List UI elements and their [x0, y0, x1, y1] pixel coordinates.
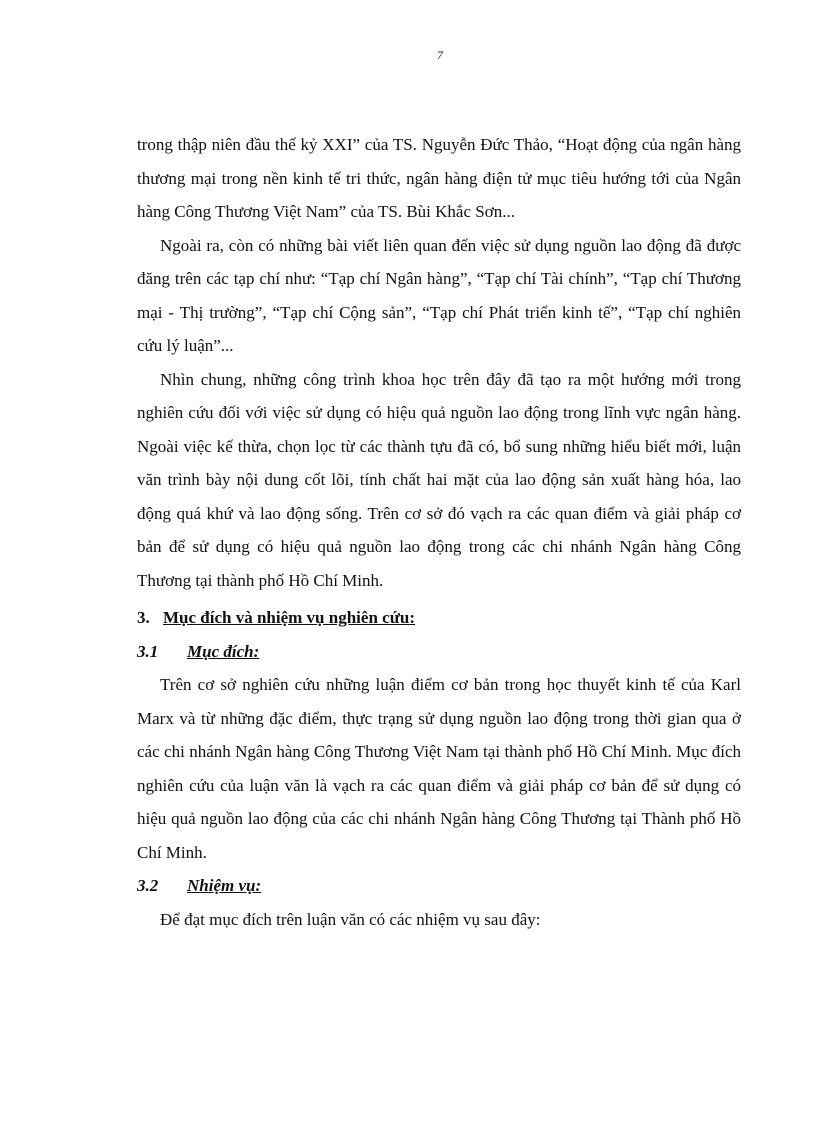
subsection-title: Mục đích:: [187, 641, 260, 661]
paragraph-tasks-intro: Để đạt mục đích trên luận văn có các nhiệm vụ sau đây:: [160, 909, 541, 929]
page-number: 7: [437, 48, 443, 62]
paragraph-continuation: trong thập niên đầu thế kỷ XXI” của TS. Nguyễn Đức Thảo, “Hoạt động của ngân hàng thương mại trong nền kinh tế tri thức, ngân hàng điện tử mục tiêu hướng tới của Ngân hàng Công Thương Việt Nam” của TS. Bùi Khắc Sơn...: [137, 135, 741, 221]
subsection-title: Nhiệm vụ:: [187, 876, 262, 895]
paragraph-summary: Nhìn chung, những công trình khoa học trên đây đã tạo ra một hướng mới trong nghiên cứu đối với việc sử dụng có hiệu quả nguồn lao động trong lĩnh vực ngân hàng. Ngoài việc kế thừa, chọn lọc từ các thành tựu đã có, bổ sung những hiểu biết mới, luận văn trình bày nội dung cốt lõi, tính chất hai mặt của lao động sản xuất hàng hóa, lao động quá khứ và lao động sống. Trên cơ sở đó vạch ra các quan điểm và giải pháp cơ bản để sử dụng có hiệu quả nguồn lao động trong các chi nhánh Ngân hàng Công Thương tại thành phố Hồ Chí Minh.: [137, 369, 741, 590]
paragraph-journals: Ngoài ra, còn có những bài viết liên quan đến việc sử dụng nguồn lao động đã được đăng trên các tạp chí như: “Tạp chí Ngân hàng”, “Tạp chí Tài chính”, “Tạp chí Thương mại - Thị trường”, “Tạp chí Cộng sản”, “Tạp chí Phát triển kinh tế”, “Tạp chí nghiên cứu lý luận”...: [137, 235, 741, 355]
subsection-heading-3-2: [137, 869, 741, 903]
section-heading-3: [137, 601, 741, 635]
subsection-number: 3.2: [137, 876, 159, 895]
document-body: [137, 128, 741, 936]
paragraph-purpose: Trên cơ sở nghiên cứu những luận điểm cơ bản trong học thuyết kinh tế của Karl Marx và từ những đặc điểm, thực trạng sử dụng nguồn lao động trong thời gian qua ở các chi nhánh Ngân hàng Công Thương Việt Nam tại thành phố Hồ Chí Minh. Mục đích nghiên cứu của luận văn là vạch ra các quan điểm và giải pháp cơ bản để sử dụng có hiệu quả nguồn lao động của các chi nhánh Ngân hàng Công Thương tại Thành phố Hồ Chí Minh.: [137, 675, 741, 862]
section-number: 3.: [137, 608, 150, 627]
subsection-heading-3-1: [137, 635, 741, 669]
section-title: Mục đích và nhiệm vụ nghiên cứu:: [163, 608, 416, 627]
subsection-number: 3.1: [137, 641, 159, 661]
